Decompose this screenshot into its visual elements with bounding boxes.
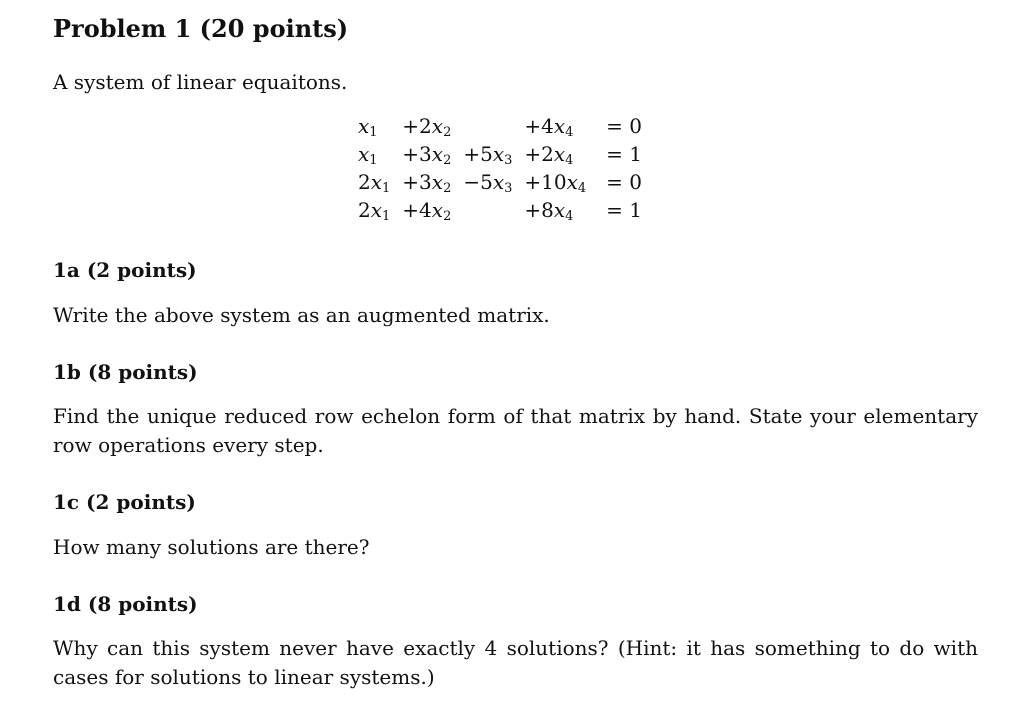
part-1d-text [53,634,978,692]
variable-symbol: x [553,142,566,166]
term-variable [554,198,574,222]
term-variable [432,170,452,194]
equation-term-4 [518,112,592,140]
variable-symbol: x [370,198,383,222]
term-variable [554,142,574,166]
equation-system [352,112,648,224]
term-variable [567,170,587,194]
equation-term-1 [352,140,396,168]
variable-subscript: 1 [382,209,391,224]
part-1d-line-1: Why can this system never have exactly 4 solutions? (Hint: it has something to do with [53,636,978,660]
variable-symbol: x [553,198,566,222]
equation-term-3 [457,168,518,196]
variable-subscript: 3 [504,181,513,196]
variable-symbol: x [431,114,444,138]
variable-symbol: x [492,170,505,194]
intro-text: A system of linear equaitons. [53,70,348,94]
part-1b-line-2: row operations every step. [53,433,324,457]
term-variable [358,142,378,166]
part-1c-line: How many solutions are there? [53,535,370,559]
variable-subscript: 2 [443,153,452,168]
term-variable [432,142,452,166]
term-variable [493,170,513,194]
part-1d-heading: 1d (8 points) [53,592,198,616]
term-coefficient: +3 [402,170,432,194]
variable-symbol: x [358,142,370,166]
term-variable [358,114,378,138]
part-1b-heading: 1b (8 points) [53,360,198,384]
part-1c-heading: 1c (2 points) [53,490,196,514]
term-coefficient: +4 [402,198,432,222]
term-coefficient: 2 [358,170,371,194]
variable-symbol: x [431,198,444,222]
equation-term-2 [396,140,457,168]
equation-term-4 [518,196,592,224]
term-coefficient: +2 [524,142,554,166]
equation-term-1 [352,112,396,140]
variable-symbol: x [566,170,578,194]
part-1b-text [53,402,978,460]
variable-subscript: 2 [443,125,452,140]
term-coefficient: +3 [402,142,432,166]
variable-subscript: 2 [443,209,452,224]
equation-term-1 [352,196,396,224]
term-coefficient: +2 [402,114,432,138]
term-variable [432,114,452,138]
equation-row [352,112,648,140]
equation-term-2 [396,168,457,196]
equation-term-4 [518,140,592,168]
variable-subscript: 4 [565,125,574,140]
equation-term-1 [352,168,396,196]
part-1b-line-1: Find the unique reduced row echelon form of that matrix by hand. State your elementary [53,404,978,428]
term-variable [432,198,452,222]
equation-term-3 [457,196,518,224]
equation-rhs: = 1 [606,198,643,222]
problem-title: Problem 1 (20 points) [53,14,349,43]
equation-row [352,196,648,224]
equation-rhs: = 0 [606,170,643,194]
term-coefficient: +10 [524,170,567,194]
part-1a-heading: 1a (2 points) [53,258,197,282]
term-variable [371,198,391,222]
variable-symbol: x [358,114,370,138]
equation-rhs: = 1 [606,142,643,166]
variable-symbol: x [431,142,444,166]
variable-symbol: x [431,170,444,194]
equation-term-4 [518,168,592,196]
term-variable [554,114,574,138]
term-coefficient: +4 [524,114,554,138]
part-1a-text [53,301,978,330]
part-1c-text [53,533,978,562]
equation-term-3 [457,140,518,168]
term-variable [371,170,391,194]
variable-subscript: 1 [369,125,378,140]
term-coefficient: +8 [524,198,554,222]
variable-subscript: 2 [443,181,452,196]
equation-rhs: = 0 [606,114,643,138]
term-variable [493,142,513,166]
variable-subscript: 1 [382,181,391,196]
variable-subscript: 4 [565,153,574,168]
equation-row [352,168,648,196]
variable-subscript: 3 [504,153,513,168]
variable-symbol: x [492,142,505,166]
term-coefficient: −5 [463,170,493,194]
variable-subscript: 4 [565,209,574,224]
equation-term-2 [396,196,457,224]
variable-symbol: x [370,170,383,194]
equation-term-2 [396,112,457,140]
part-1d-line-2: cases for solutions to linear systems.) [53,665,435,689]
equation-term-3 [457,112,518,140]
variable-subscript: 4 [577,181,587,196]
variable-subscript: 1 [369,153,378,168]
part-1a-line: Write the above system as an augmented matrix. [53,303,550,327]
term-coefficient: +5 [463,142,493,166]
term-coefficient: 2 [358,198,371,222]
equation-row [352,140,648,168]
variable-symbol: x [553,114,566,138]
